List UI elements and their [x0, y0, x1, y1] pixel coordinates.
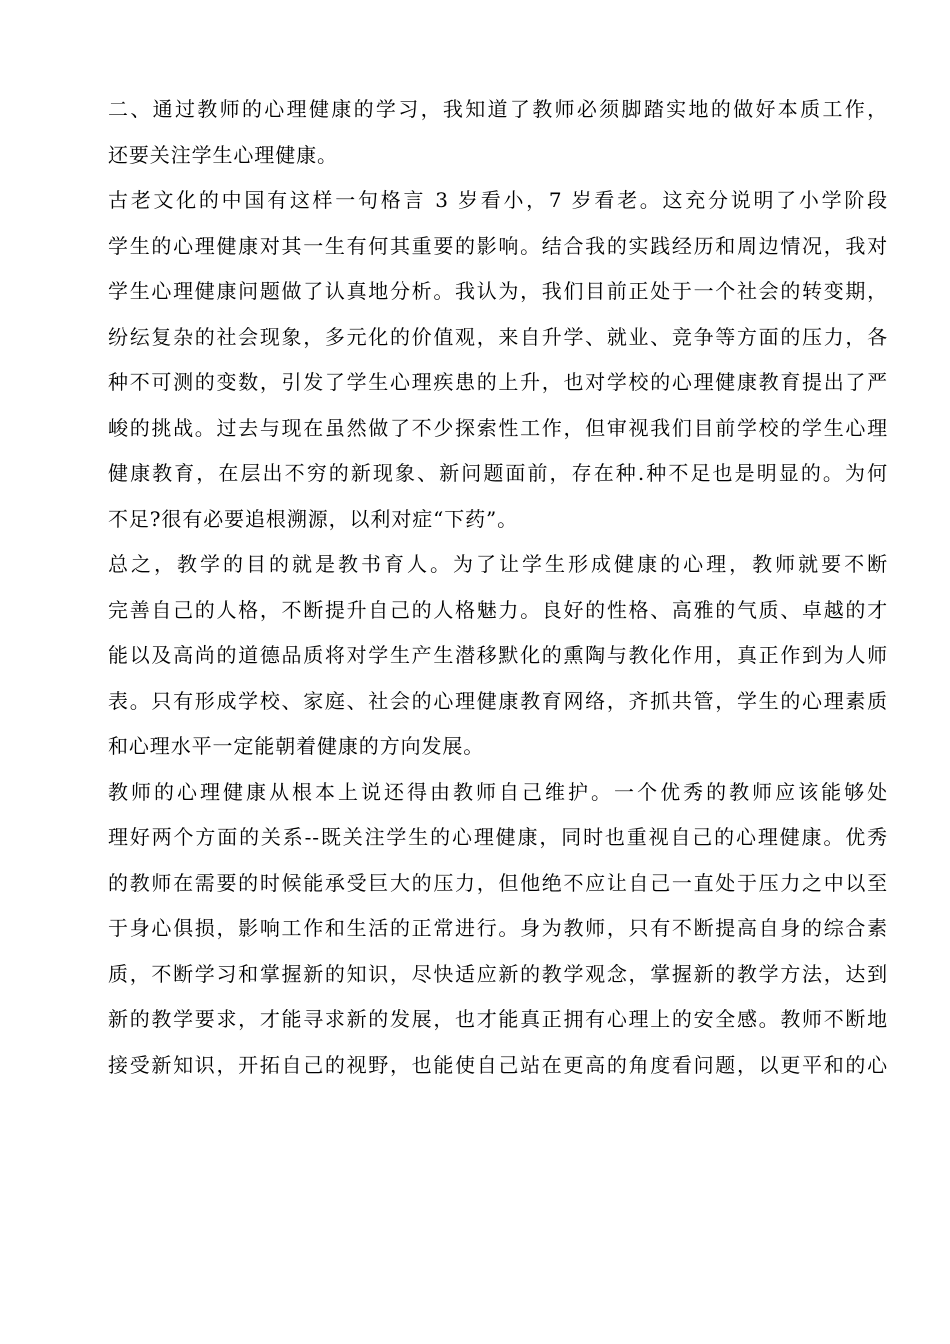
- text-line: 于身心俱损，影响工作和生活的正常进行。身为教师，只有不断提高自身的综合素: [108, 916, 888, 940]
- paragraph-1: [68, 87, 888, 178]
- text-line: 接受新知识，开拓自己的视野，也能使自己站在更高的角度看问题，以更平和的心: [108, 1052, 888, 1077]
- paragraph-2: [68, 178, 888, 542]
- text-line: 还要关注学生心理健康。: [108, 142, 338, 167]
- text-line: 能以及高尚的道德品质将对学生产生潜移默化的熏陶与教化作用，真正作到为人师: [108, 643, 888, 667]
- text-line: 新的教学要求，才能寻求新的发展，也才能真正拥有心理上的安全感。教师不断地: [108, 1007, 888, 1031]
- text-line: 学生的心理健康对其一生有何其重要的影响。结合我的实践经历和周边情况，我对: [108, 233, 888, 258]
- text-line: 学生心理健康问题做了认真地分析。我认为，我们目前正处于一个社会的转变期，: [108, 279, 888, 303]
- paragraph-3: [68, 542, 888, 770]
- text-line: 健康教育，在层出不穷的新现象、新问题面前，存在种.种不足也是明显的。为何: [108, 461, 888, 485]
- text-line: 理好两个方面的关系--既关注学生的心理健康，同时也重视自己的心理健康。优秀: [108, 825, 888, 849]
- text-line: 二、通过教师的心理健康的学习，我知道了教师必须脚踏实地的做好本质工作，: [108, 97, 888, 121]
- document-body: [68, 87, 888, 1088]
- text-line: 古老文化的中国有这样一句格言 3 岁看小，7 岁看老。这充分说明了小学阶段: [108, 188, 888, 212]
- text-line: 教师的心理健康从根本上说还得由教师自己维护。一个优秀的教师应该能够处: [108, 779, 888, 804]
- text-line: 总之，教学的目的就是教书育人。为了让学生形成健康的心理，教师就要不断: [108, 552, 888, 576]
- text-line: 种不可测的变数，引发了学生心理疾患的上升，也对学校的心理健康教育提出了严: [108, 370, 888, 394]
- text-line: 质，不断学习和掌握新的知识，尽快适应新的教学观念，掌握新的教学方法，达到: [108, 961, 888, 986]
- text-line: 纷纭复杂的社会现象，多元化的价值观，来自升学、就业、竞争等方面的压力，各: [108, 324, 888, 349]
- text-line: 不足?很有必要追根溯源，以利对症“下药”。: [108, 506, 519, 531]
- paragraph-4: [68, 770, 888, 1089]
- text-line: 的教师在需要的时候能承受巨大的压力，但他绝不应让自己一直处于压力之中以至: [108, 870, 888, 895]
- text-line: 和心理水平一定能朝着健康的方向发展。: [108, 734, 485, 758]
- text-line: 完善自己的人格，不断提升自己的人格魅力。良好的性格、高雅的气质、卓越的才: [108, 597, 888, 622]
- text-line: 表。只有形成学校、家庭、社会的心理健康教育网络，齐抓共管，学生的心理素质: [108, 688, 888, 713]
- text-line: 峻的挑战。过去与现在虽然做了不少探索性工作，但审视我们目前学校的学生心理: [108, 415, 888, 440]
